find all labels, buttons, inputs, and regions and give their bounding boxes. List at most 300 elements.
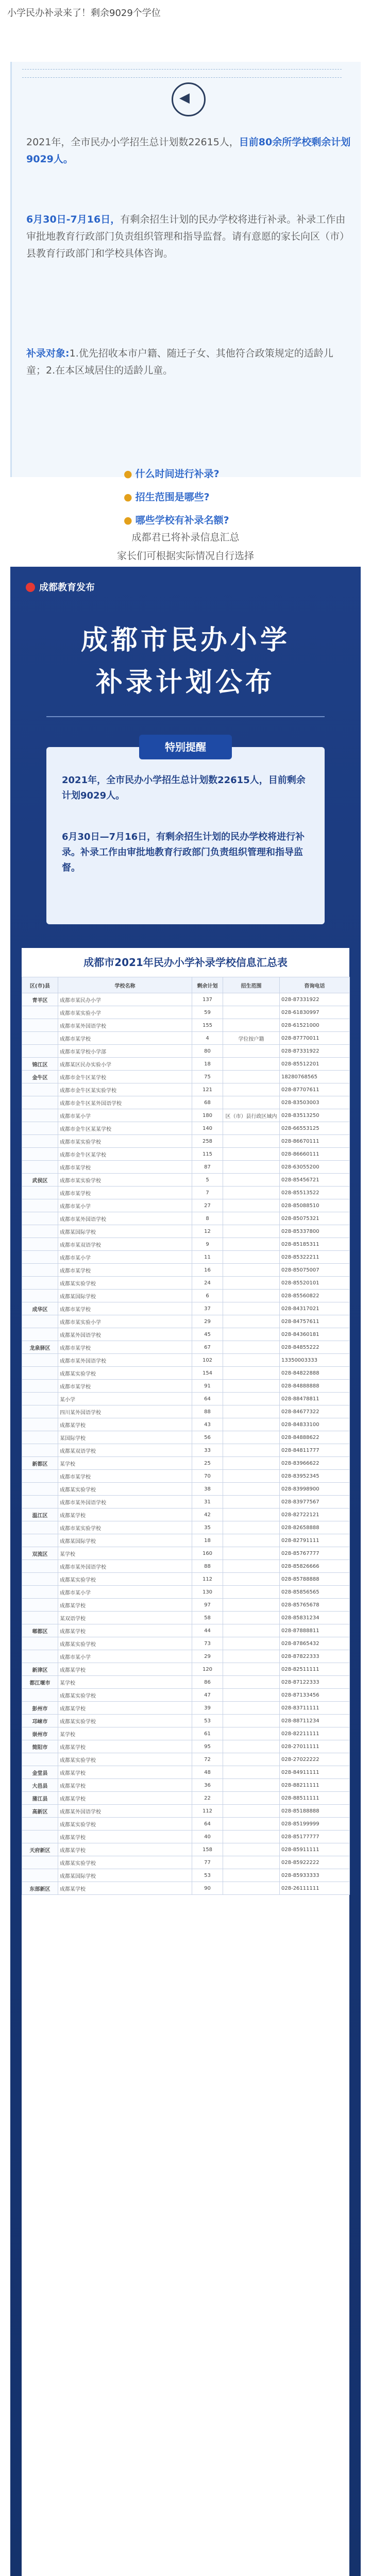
remaining-cell: 9 — [192, 1238, 223, 1251]
phone-cell[interactable]: 028-85322211 — [280, 1251, 350, 1264]
remaining-cell: 40 — [192, 1831, 223, 1843]
range-cell — [223, 1753, 280, 1766]
range-cell — [223, 1058, 280, 1071]
school-name-cell: 成都市某学校 — [58, 1032, 192, 1045]
table-row — [22, 1547, 350, 1560]
remaining-cell: 53 — [192, 1715, 223, 1727]
school-name-cell: 成都某双语学校 — [58, 1444, 192, 1457]
school-name-cell: 成都某学校 — [58, 1599, 192, 1612]
table-row — [22, 1225, 350, 1238]
table-row — [22, 1856, 350, 1869]
phone-cell[interactable]: 028-85512201 — [280, 1058, 350, 1071]
district-cell — [22, 1573, 58, 1586]
district-cell: 武侯区 — [22, 1174, 58, 1187]
school-name-cell: 成都某学校 — [58, 1663, 192, 1676]
district-cell: 郫都区 — [22, 1624, 58, 1637]
phone-cell[interactable]: 028-66553125 — [280, 1122, 350, 1135]
column-header: 咨询电话 — [280, 977, 350, 993]
range-cell — [223, 1405, 280, 1418]
remaining-cell: 61 — [192, 1727, 223, 1740]
district-cell: 成华区 — [22, 1302, 58, 1315]
table-row — [22, 1071, 350, 1083]
question-text: 招生范围是哪些? — [135, 492, 210, 503]
remaining-cell: 18 — [192, 1534, 223, 1547]
intro-p2-text: 有剩余招生计划的民办学校将进行补录。补录工作由审批地教育行政部门负责组织管理和指导监督。请有意愿的家长向区（市）县教育行政部门和学校具体咨询。 — [26, 214, 350, 259]
phone-cell[interactable]: 028-84888622 — [280, 1431, 350, 1444]
district-cell: 温江区 — [22, 1509, 58, 1521]
district-cell: 新都区 — [22, 1457, 58, 1470]
district-cell — [22, 1418, 58, 1431]
table-row — [22, 1496, 350, 1509]
phone-cell[interactable]: 028-83977567 — [280, 1496, 350, 1509]
district-cell — [22, 1534, 58, 1547]
divider — [22, 69, 342, 70]
remaining-cell: 18 — [192, 1058, 223, 1071]
remaining-cell: 158 — [192, 1843, 223, 1856]
poster — [10, 567, 361, 2576]
school-name-cell: 成都市某小学 — [58, 1586, 192, 1599]
range-cell — [223, 1650, 280, 1663]
table-row — [22, 1238, 350, 1251]
phone-cell[interactable]: 028-83998900 — [280, 1483, 350, 1496]
phone-cell[interactable]: 028-82791111 — [280, 1534, 350, 1547]
district-cell — [22, 1187, 58, 1199]
table-row — [22, 1148, 350, 1161]
table-row — [22, 1006, 350, 1019]
phone-cell[interactable]: 028-63055200 — [280, 1161, 350, 1174]
range-cell — [223, 1715, 280, 1727]
range-cell — [223, 1071, 280, 1083]
remaining-cell: 35 — [192, 1521, 223, 1534]
district-cell — [22, 1818, 58, 1831]
range-cell — [223, 1818, 280, 1831]
district-cell — [22, 1444, 58, 1457]
table-row — [22, 1096, 350, 1109]
table-row — [22, 1650, 350, 1663]
remaining-cell: 88 — [192, 1560, 223, 1573]
district-cell — [22, 1470, 58, 1483]
range-cell — [223, 1225, 280, 1238]
data-table — [22, 977, 350, 1895]
phone-cell[interactable]: 028-87133456 — [280, 1689, 350, 1702]
range-cell — [223, 1792, 280, 1805]
remaining-cell: 42 — [192, 1509, 223, 1521]
remaining-cell: 56 — [192, 1431, 223, 1444]
phone-cell[interactable]: 028-83966622 — [280, 1457, 350, 1470]
phone-cell[interactable]: 028-85826666 — [280, 1560, 350, 1573]
remaining-cell: 97 — [192, 1599, 223, 1612]
brand-logo — [26, 580, 95, 594]
school-name-cell: 成都某实验学校 — [58, 1856, 192, 1869]
remaining-cell: 64 — [192, 1393, 223, 1405]
district-cell — [22, 1431, 58, 1444]
table-row — [22, 1199, 350, 1212]
district-cell: 大邑县 — [22, 1779, 58, 1792]
intro-p3-text: 1.优先招收本市户籍、随迁子女、其他符合政策规定的适龄儿童；2.在本区域居住的适龄儿童。 — [26, 348, 333, 376]
school-name-cell: 成都某学校 — [58, 1509, 192, 1521]
range-cell — [223, 1560, 280, 1573]
phone-cell[interactable]: 028-26111111 — [280, 1882, 350, 1895]
phone-cell[interactable]: 028-27011111 — [280, 1740, 350, 1753]
district-cell — [22, 1521, 58, 1534]
table-row — [22, 1637, 350, 1650]
district-cell — [22, 1096, 58, 1109]
table-row — [22, 1161, 350, 1174]
range-cell — [223, 1341, 280, 1354]
school-name-cell: 成都某外国语学校 — [58, 1328, 192, 1341]
district-cell — [22, 1328, 58, 1341]
phone-cell[interactable]: 028-83711111 — [280, 1702, 350, 1715]
range-cell — [223, 1251, 280, 1264]
district-cell — [22, 1019, 58, 1032]
phone-cell[interactable]: 028-87331922 — [280, 1045, 350, 1058]
school-name-cell: 成都市某外国语学校 — [58, 1019, 192, 1032]
district-cell — [22, 1045, 58, 1058]
phone-cell[interactable]: 028-85788888 — [280, 1573, 350, 1586]
district-cell — [22, 1650, 58, 1663]
range-cell — [223, 1019, 280, 1032]
phone-cell[interactable]: 028-84811777 — [280, 1444, 350, 1457]
remaining-cell: 33 — [192, 1444, 223, 1457]
intro-p1 — [26, 134, 351, 168]
phone-cell[interactable]: 028-85188888 — [280, 1805, 350, 1818]
district-cell: 双流区 — [22, 1547, 58, 1560]
district-cell — [22, 1689, 58, 1702]
table-row — [22, 1843, 350, 1856]
divider — [22, 77, 342, 78]
phone-cell[interactable]: 028-87770011 — [280, 1032, 350, 1045]
district-cell: 彭州市 — [22, 1702, 58, 1715]
remaining-cell: 48 — [192, 1766, 223, 1779]
school-name-cell: 成都某实验学校 — [58, 1277, 192, 1290]
range-cell — [223, 1599, 280, 1612]
table-row — [22, 1444, 350, 1457]
range-cell — [223, 1637, 280, 1650]
phone-cell[interactable]: 028-85177777 — [280, 1831, 350, 1843]
table-row — [22, 993, 350, 1006]
school-name-cell: 成都市某外国语学校 — [58, 1496, 192, 1509]
school-name-cell: 成都市金牛区某学校 — [58, 1148, 192, 1161]
phone-cell[interactable]: 028-27022222 — [280, 1753, 350, 1766]
table-row — [22, 1612, 350, 1624]
table-row — [22, 1393, 350, 1405]
range-cell: 区（市）县行政区域内 — [223, 1109, 280, 1122]
school-name-cell: 成都某学校 — [58, 1792, 192, 1805]
table-row — [22, 1109, 350, 1122]
remaining-cell: 16 — [192, 1264, 223, 1277]
district-cell: 东部新区 — [22, 1882, 58, 1895]
phone-cell[interactable]: 028-85456721 — [280, 1174, 350, 1187]
phone-cell[interactable]: 028-86670111 — [280, 1135, 350, 1148]
phone-cell[interactable]: 028-84757611 — [280, 1315, 350, 1328]
school-name-cell: 某双语学校 — [58, 1612, 192, 1624]
range-cell — [223, 1161, 280, 1174]
remaining-cell: 258 — [192, 1135, 223, 1148]
column-header: 区(市)县 — [22, 977, 58, 993]
range-cell — [223, 1509, 280, 1521]
phone-cell[interactable]: 18280768565 — [280, 1071, 350, 1083]
district-cell — [22, 1251, 58, 1264]
phone-cell[interactable]: 028-85075321 — [280, 1212, 350, 1225]
district-cell — [22, 1135, 58, 1148]
table-row — [22, 1367, 350, 1380]
district-cell — [22, 1586, 58, 1599]
district-cell — [22, 1006, 58, 1019]
range-cell — [223, 1612, 280, 1624]
school-name-cell: 成都市某学校 — [58, 1470, 192, 1483]
range-cell — [223, 1315, 280, 1328]
table-row — [22, 1509, 350, 1521]
table-row — [22, 1521, 350, 1534]
phone-cell[interactable]: 028-84833100 — [280, 1418, 350, 1431]
phone-cell[interactable]: 028-87888811 — [280, 1624, 350, 1637]
phone-cell[interactable]: 028-88211111 — [280, 1779, 350, 1792]
district-cell: 简阳市 — [22, 1740, 58, 1753]
range-cell — [223, 1174, 280, 1187]
school-name-cell: 成都市某实验学校 — [58, 1521, 192, 1534]
remaining-cell: 121 — [192, 1083, 223, 1096]
range-cell — [223, 1148, 280, 1161]
question-schools — [124, 513, 229, 527]
table-row — [22, 1869, 350, 1882]
column-header: 剩余计划 — [192, 977, 223, 993]
phone-cell[interactable]: 13350003333 — [280, 1354, 350, 1367]
remaining-cell: 64 — [192, 1818, 223, 1831]
phone-cell[interactable]: 028-85933333 — [280, 1869, 350, 1882]
intro-p1-highlight: 目前80余所学校剩余计划9029人。 — [26, 137, 351, 165]
district-cell — [22, 1225, 58, 1238]
table-row — [22, 1354, 350, 1367]
range-cell — [223, 1457, 280, 1470]
phone-cell[interactable]: 028-84888888 — [280, 1380, 350, 1393]
range-cell — [223, 1521, 280, 1534]
remaining-cell: 31 — [192, 1496, 223, 1509]
range-cell — [223, 1367, 280, 1380]
remaining-cell: 73 — [192, 1637, 223, 1650]
range-cell: 学位按户籍 — [223, 1032, 280, 1045]
intro-box — [10, 62, 361, 477]
remaining-cell: 59 — [192, 1006, 223, 1019]
district-cell — [22, 1109, 58, 1122]
table-row — [22, 1483, 350, 1496]
table-row — [22, 1457, 350, 1470]
phone-cell[interactable]: 028-85075007 — [280, 1264, 350, 1277]
district-cell: 崇州市 — [22, 1727, 58, 1740]
phone-cell[interactable]: 028-87822333 — [280, 1650, 350, 1663]
phone-cell[interactable]: 028-88711234 — [280, 1715, 350, 1727]
phone-cell[interactable]: 028-85088510 — [280, 1199, 350, 1212]
intro-p2-date: 6月30日-7月16日， — [26, 214, 121, 225]
intro-p3-label: 补录对象: — [26, 348, 70, 359]
table-row — [22, 1212, 350, 1225]
phone-cell[interactable]: 028-84822888 — [280, 1367, 350, 1380]
school-name-cell: 成都某实验学校 — [58, 1367, 192, 1380]
range-cell — [223, 1006, 280, 1019]
range-cell — [223, 1856, 280, 1869]
range-cell — [223, 1212, 280, 1225]
district-cell: 蒲江县 — [22, 1792, 58, 1805]
phone-cell[interactable]: 028-84317021 — [280, 1302, 350, 1315]
school-name-cell: 成都市金牛区某学校 — [58, 1071, 192, 1083]
school-name-cell: 成都市金牛区某外国语学校 — [58, 1096, 192, 1109]
remaining-cell: 91 — [192, 1380, 223, 1393]
phone-cell[interactable]: 028-85560822 — [280, 1290, 350, 1302]
school-name-cell: 成都市某小学 — [58, 1109, 192, 1122]
remaining-cell: 112 — [192, 1573, 223, 1586]
school-name-cell: 成都市某学校 — [58, 1264, 192, 1277]
range-cell — [223, 1135, 280, 1148]
school-name-cell: 成都某学校 — [58, 1843, 192, 1856]
table-row — [22, 1779, 350, 1792]
phone-cell[interactable]: 028-85513522 — [280, 1187, 350, 1199]
table-row — [22, 1663, 350, 1676]
phone-cell[interactable]: 028-85765678 — [280, 1599, 350, 1612]
phone-cell[interactable]: 028-84360181 — [280, 1328, 350, 1341]
phone-cell[interactable]: 028-85520101 — [280, 1277, 350, 1290]
remaining-cell: 11 — [192, 1251, 223, 1264]
phone-cell[interactable]: 028-84677322 — [280, 1405, 350, 1418]
phone-cell[interactable]: 028-88478811 — [280, 1393, 350, 1405]
district-cell: 金堂县 — [22, 1766, 58, 1779]
phone-cell[interactable]: 028-85922222 — [280, 1856, 350, 1869]
table-row — [22, 1315, 350, 1328]
phone-cell[interactable]: 028-88511111 — [280, 1792, 350, 1805]
range-cell — [223, 1122, 280, 1135]
district-cell — [22, 1637, 58, 1650]
school-name-cell: 成都市某学校 — [58, 1341, 192, 1354]
school-name-cell: 成都市某学校小学部 — [58, 1045, 192, 1058]
phone-cell[interactable]: 028-85185311 — [280, 1238, 350, 1251]
district-cell — [22, 1315, 58, 1328]
phone-cell[interactable]: 028-87122333 — [280, 1676, 350, 1689]
table-row — [22, 1277, 350, 1290]
remaining-cell: 75 — [192, 1071, 223, 1083]
school-name-cell: 成都某国际学校 — [58, 1534, 192, 1547]
district-cell — [22, 1599, 58, 1612]
remaining-cell: 47 — [192, 1689, 223, 1702]
district-cell — [22, 1212, 58, 1225]
district-cell — [22, 1083, 58, 1096]
school-name-cell: 成都市某小学 — [58, 1251, 192, 1264]
intro-p2 — [26, 211, 351, 262]
table-row — [22, 1045, 350, 1058]
range-cell — [223, 1779, 280, 1792]
table-row — [22, 1586, 350, 1599]
district-cell — [22, 1148, 58, 1161]
school-name-cell: 成都某学校 — [58, 1624, 192, 1637]
table-row — [22, 1174, 350, 1187]
phone-cell[interactable]: 028-82211111 — [280, 1727, 350, 1740]
remaining-cell: 24 — [192, 1277, 223, 1290]
table-row — [22, 1405, 350, 1418]
school-name-cell: 成都市某实验小学 — [58, 1315, 192, 1328]
district-cell — [22, 1856, 58, 1869]
remaining-cell: 8 — [192, 1212, 223, 1225]
phone-cell[interactable]: 028-83513250 — [280, 1109, 350, 1122]
phone-cell[interactable]: 028-87331922 — [280, 993, 350, 1006]
phone-cell[interactable]: 028-61830997 — [280, 1006, 350, 1019]
phone-cell[interactable]: 028-85831234 — [280, 1612, 350, 1624]
school-name-cell: 成都某学校 — [58, 1882, 192, 1895]
district-cell — [22, 1831, 58, 1843]
range-cell — [223, 1393, 280, 1405]
phone-cell[interactable]: 028-87707611 — [280, 1083, 350, 1096]
range-cell — [223, 1470, 280, 1483]
phone-cell[interactable]: 028-86660111 — [280, 1148, 350, 1161]
remaining-cell: 120 — [192, 1663, 223, 1676]
question-range — [124, 489, 210, 503]
page-title: 小学民办补录来了！剩余9029个学位 — [7, 8, 161, 19]
table-row — [22, 1740, 350, 1753]
school-name-cell: 成都某实验学校 — [58, 1637, 192, 1650]
school-name-cell: 成都市某实验小学 — [58, 1006, 192, 1019]
district-cell: 新津区 — [22, 1663, 58, 1676]
table-row — [22, 1753, 350, 1766]
school-name-cell: 成都某区民办实验小学 — [58, 1058, 192, 1071]
range-cell — [223, 1096, 280, 1109]
notice-badge: 特别提醒 — [139, 735, 232, 759]
school-name-cell: 成都某国际学校 — [58, 1225, 192, 1238]
range-cell — [223, 1302, 280, 1315]
phone-cell[interactable]: 028-85856565 — [280, 1586, 350, 1599]
school-name-cell: 成都某学校 — [58, 1702, 192, 1715]
phone-cell[interactable]: 028-85911111 — [280, 1843, 350, 1856]
phone-cell[interactable]: 028-61521000 — [280, 1019, 350, 1032]
remaining-cell: 25 — [192, 1457, 223, 1470]
range-cell — [223, 1199, 280, 1212]
school-name-cell: 成都市某小学 — [58, 1199, 192, 1212]
school-name-cell: 成都市金牛区某某学校 — [58, 1122, 192, 1135]
range-cell — [223, 1380, 280, 1393]
district-cell — [22, 1122, 58, 1135]
school-name-cell: 成都某学校 — [58, 1766, 192, 1779]
remaining-cell: 87 — [192, 1161, 223, 1174]
district-cell — [22, 1869, 58, 1882]
remaining-cell: 77 — [192, 1856, 223, 1869]
range-cell — [223, 1882, 280, 1895]
phone-cell[interactable]: 028-84855222 — [280, 1341, 350, 1354]
phone-cell[interactable]: 028-85767777 — [280, 1547, 350, 1560]
phone-cell[interactable]: 028-87865432 — [280, 1637, 350, 1650]
phone-cell[interactable]: 028-85199999 — [280, 1818, 350, 1831]
district-cell: 高新区 — [22, 1805, 58, 1818]
megaphone-icon: ◀ — [172, 82, 206, 116]
table-row — [22, 1380, 350, 1393]
range-cell — [223, 1045, 280, 1058]
intro-p1-text: 2021年，全市民办小学招生总计划数22615人， — [26, 137, 239, 148]
phone-cell[interactable]: 028-84911111 — [280, 1766, 350, 1779]
phone-cell[interactable]: 028-82511111 — [280, 1663, 350, 1676]
phone-cell[interactable]: 028-83952345 — [280, 1470, 350, 1483]
district-cell: 青羊区 — [22, 993, 58, 1006]
district-cell: 都江堰市 — [22, 1676, 58, 1689]
phone-cell[interactable]: 028-82722121 — [280, 1509, 350, 1521]
phone-cell[interactable]: 028-82658888 — [280, 1521, 350, 1534]
range-cell — [223, 1869, 280, 1882]
district-cell — [22, 1380, 58, 1393]
remaining-cell: 44 — [192, 1624, 223, 1637]
phone-cell[interactable]: 028-85337800 — [280, 1225, 350, 1238]
table-row — [22, 1882, 350, 1895]
poster-title-2: 补录计划公布 — [95, 667, 275, 698]
district-cell — [22, 1393, 58, 1405]
phone-cell[interactable]: 028-83503003 — [280, 1096, 350, 1109]
table-row — [22, 1702, 350, 1715]
remaining-cell: 58 — [192, 1612, 223, 1624]
remaining-cell: 160 — [192, 1547, 223, 1560]
range-cell — [223, 1238, 280, 1251]
district-cell — [22, 1161, 58, 1174]
